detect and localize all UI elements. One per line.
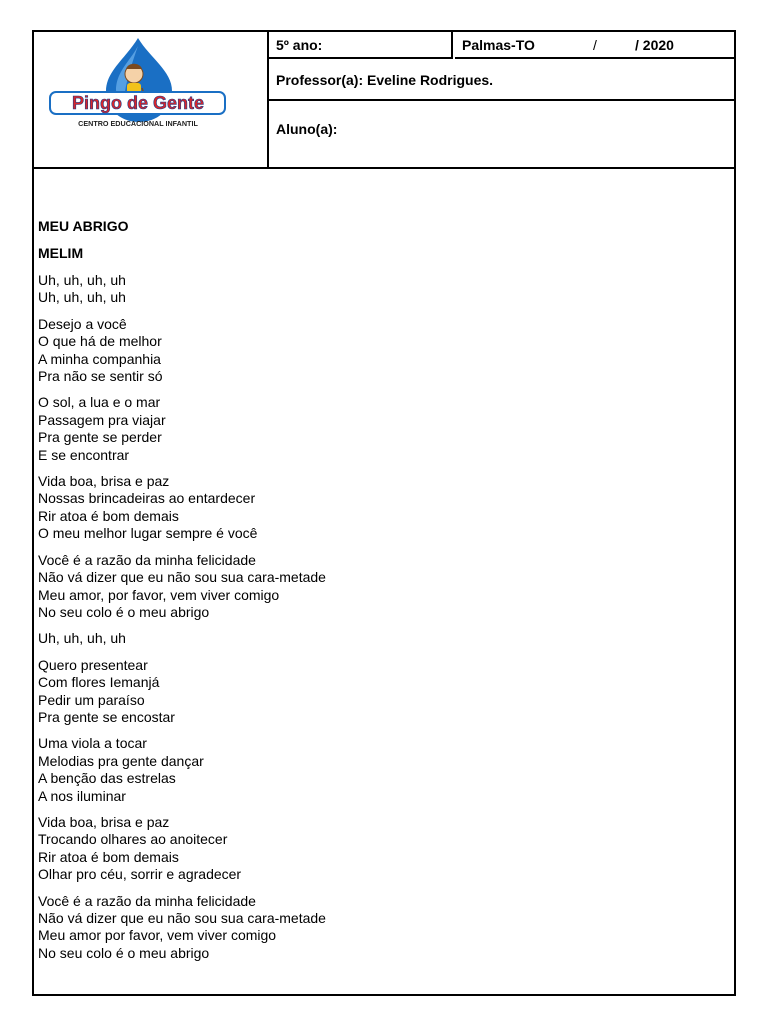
grade-cell <box>269 32 453 59</box>
lyrics-line: Meu amor por favor, vem viver comigo <box>38 927 277 944</box>
city-label: Palmas-TO <box>462 36 535 53</box>
lyrics-stanza <box>38 814 728 884</box>
teacher-cell <box>269 61 734 101</box>
lyrics-stanza <box>38 394 728 464</box>
lyrics-stanza <box>38 630 728 647</box>
lyrics-line: Você é a razão da minha felicidade <box>38 551 256 568</box>
lyrics-line: Passagem pra viajar <box>38 411 166 428</box>
worksheet-frame <box>32 30 736 996</box>
lyrics-line: Pra gente se encostar <box>38 708 175 725</box>
teacher-label: Professor(a): Eveline Rodrigues. <box>276 72 494 88</box>
lyrics-line: Com flores Iemanjá <box>38 674 160 691</box>
lyrics-line: Vida boa, brisa e paz <box>38 813 170 830</box>
lyrics-line: Vida boa, brisa e paz <box>38 473 170 490</box>
logo-subtitle: CENTRO EDUCACIONAL INFANTIL <box>78 119 198 128</box>
lyrics-line: Você é a razão da minha felicidade <box>38 892 256 909</box>
lyrics-line: O meu melhor lugar sempre é você <box>38 525 258 542</box>
lyrics-line: Pra não se sentir só <box>38 368 163 385</box>
student-label: Aluno(a): <box>276 121 338 137</box>
song-artist: MELIM <box>38 245 84 261</box>
logo-cell <box>34 32 269 167</box>
grade-label: 5º ano: <box>276 36 323 53</box>
pingo-de-gente-logo-icon <box>46 36 256 136</box>
lyrics-line: Quero presentear <box>38 656 148 673</box>
lyrics-stanza <box>38 473 728 543</box>
lyrics-stanza <box>38 657 728 727</box>
lyrics-line: Rir atoa é bom demais <box>38 507 179 524</box>
lyrics-line: Uh, uh, uh, uh <box>38 272 126 288</box>
lyrics-line: Olhar pro céu, sorrir e agradecer <box>38 866 242 883</box>
lyrics-line: Não vá dizer que eu não sou sua cara-metade <box>38 569 326 586</box>
lyrics-line: No seu colo é o meu abrigo <box>38 603 210 620</box>
lyrics-stanza <box>38 316 728 386</box>
song-title: MEU ABRIGO <box>38 218 129 234</box>
lyrics-stanza <box>38 272 728 307</box>
lyrics-line: Pra gente se perder <box>38 429 162 446</box>
lyrics-line: A benção das estrelas <box>38 770 176 787</box>
lyrics-line: Uma viola a tocar <box>38 735 147 752</box>
lyrics-stanza <box>38 552 728 622</box>
lyrics-line: Desejo a você <box>38 315 127 332</box>
song-lyrics <box>38 272 728 962</box>
lyrics-line: Rir atoa é bom demais <box>38 848 179 865</box>
city-date-cell <box>455 32 734 59</box>
lyrics-line: Não vá dizer que eu não sou sua cara-metade <box>38 910 326 926</box>
lyrics-line: Nossas brincadeiras ao entardecer <box>38 490 256 507</box>
lyrics-stanza <box>38 735 728 805</box>
lyrics-line: O que há de melhor <box>38 333 162 350</box>
lyrics-line: Uh, uh, uh, uh <box>38 289 126 306</box>
song-content <box>38 218 728 971</box>
header-table <box>34 32 734 169</box>
lyrics-line: Trocando olhares ao anoitecer <box>38 831 228 848</box>
lyrics-line: E se encontrar <box>38 446 130 463</box>
lyrics-line: A minha companhia <box>38 350 161 367</box>
lyrics-line: No seu colo é o meu abrigo <box>38 944 210 961</box>
lyrics-line: Uh, uh, uh, uh <box>38 630 126 647</box>
lyrics-line: Pedir um paraíso <box>38 691 145 708</box>
student-cell[interactable] <box>269 103 734 155</box>
date-slash: / <box>593 36 597 53</box>
lyrics-line: A nos iluminar <box>38 787 126 804</box>
logo-wordmark: Pingo de Gente <box>71 93 205 113</box>
lyrics-line: O sol, a lua e o mar <box>38 394 161 411</box>
lyrics-line: Melodias pra gente dançar <box>38 752 204 769</box>
lyrics-stanza <box>38 893 728 963</box>
lyrics-line: Meu amor, por favor, vem viver comigo <box>38 586 280 603</box>
date-year: / 2020 <box>635 36 674 53</box>
